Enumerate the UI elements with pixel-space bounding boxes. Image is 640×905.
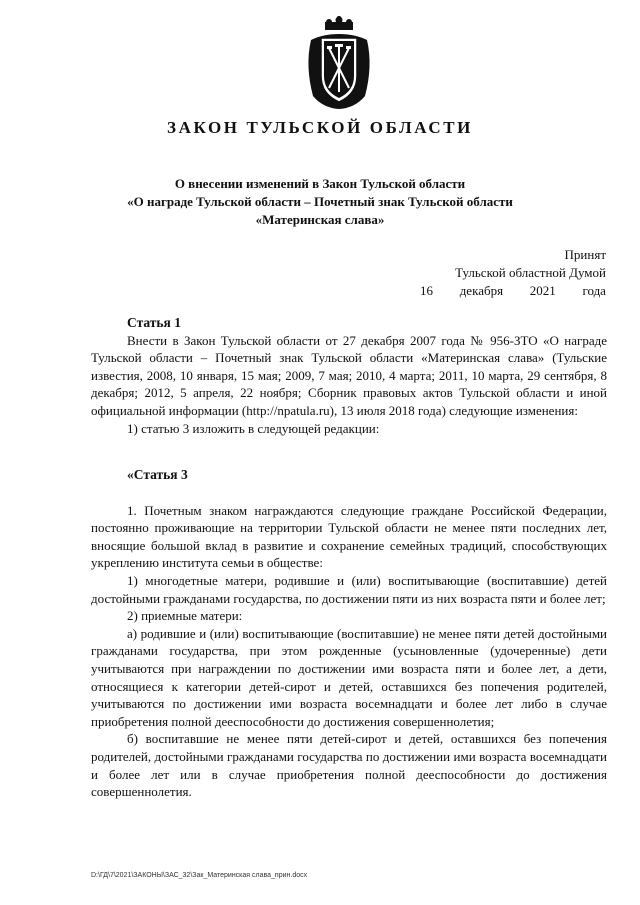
article-3-heading: «Статья 3 xyxy=(127,467,188,482)
file-path-footer: D:\ГД\7\2021\ЗАКОНЫ\ЗАС_32\Зак_Материнская слава_прин.docx xyxy=(91,872,308,879)
tula-coat-of-arms-icon xyxy=(303,16,375,110)
adoption-year: 2021 xyxy=(529,283,556,298)
article-1-heading: Статья 1 xyxy=(127,315,181,330)
article-3-subpoint-2: 2) приемные матери: xyxy=(127,608,243,624)
law-title: ЗАКОН ТУЛЬСКОЙ ОБЛАСТИ xyxy=(167,118,473,137)
article-3-subpoint-2b: б) воспитавшие не менее пяти детей-сирот и детей, оставшихся без попечения родителей, достойными гражданами государства по достижении ими возраста восемнадцати и более лет или в случае приобретения полной дееспособности до достижения совершеннолетия. xyxy=(91,731,607,800)
adoption-month: декабря xyxy=(459,283,504,298)
article-3-point-1: 1. Почетным знаком награждаются следующие граждане Российской Федерации, постоянно проживающие на территории Тульской области не менее пяти последних лет, вносящие большой вклад в развитие и сохранение семейных традиций, способствующих укреплению института семьи в обществе: xyxy=(91,502,607,571)
adopted-label: Принят xyxy=(564,247,606,262)
adopted-by: Тульской областной Думой xyxy=(455,265,606,280)
article-1-item-1: 1) статью 3 изложить в следующей редакции: xyxy=(127,420,380,436)
article-3-subpoint-1: 1) многодетные матери, родившие и (или) воспитывающие (воспитавшие) детей достойными гражданами государства, по достижении пяти из них возраста пяти и более лет; xyxy=(91,572,607,606)
adoption-day: 16 xyxy=(420,283,433,298)
article-3 xyxy=(91,466,607,801)
article-3-subpoint-2a: а) родившие и (или) воспитывающие (воспитавшие) не менее пяти детей достойными гражданами государства, при этом рожденные (усыновленные (удочеренные) дети учитываются при награждении по достижении ими возраста пяти и более лет, а дети, относящиеся к категории детей-сирот и детей, оставшихся без попечения родителей, учитываются по достижении ими возраста восемнадцати и более лет либо в случае приобретения полной дееспособности до достижения совершеннолетия; xyxy=(91,625,607,729)
adoption-year-suffix: года xyxy=(582,283,606,298)
adoption-date xyxy=(420,282,606,300)
subject-line: «О награде Тульской области – Почетный знак Тульской области xyxy=(127,194,513,209)
article-1 xyxy=(91,314,607,437)
subject-line: О внесении изменений в Закон Тульской области xyxy=(174,176,466,191)
adoption-block xyxy=(420,246,606,300)
article-1-paragraph: Внести в Закон Тульской области от 27 декабря 2007 года № 956-ЗТО «О награде Тульской области – Почетный знак Тульской области «Материнская слава» (Тульские известия, 2008, 10 января, 15 мая; 2009, 7 мая; 2010, 4 марта; 2011, 10 марта, 29 сентября, 8 декабря; 2012, 5 апреля, 22 ноября; Сборник правовых актов Тульской области и иной официальной информации (http://npatula.ru), 13 июля 2018 года) следующие изменения: xyxy=(91,332,607,418)
law-subject xyxy=(60,175,580,229)
subject-line: «Материнская слава» xyxy=(255,212,385,227)
